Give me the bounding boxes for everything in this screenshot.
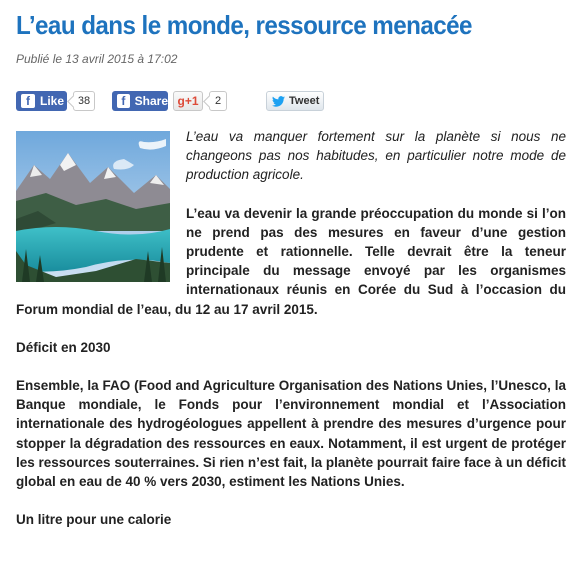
tweet-label: Tweet bbox=[289, 95, 320, 107]
like-label: Like bbox=[40, 94, 65, 108]
twitter-bird-icon bbox=[272, 96, 285, 107]
section-heading: Un litre pour une calorie bbox=[16, 512, 172, 528]
facebook-like-button[interactable] bbox=[16, 91, 67, 111]
page-title: L’eau dans le monde, ressource menacée bbox=[16, 10, 472, 40]
article-lede: L’eau va manquer fortement sur la planète si nous ne changeons pas nos habitudes, en particulier notre mode de production agricole. bbox=[186, 129, 566, 183]
article-paragraph: L’eau va devenir la grande préoccupation du monde si l’on ne prend pas des mesures en faveur d’une gestion prudente et rationnelle. Telle devrait être la teneur principale du message envoyé par les organismes internationaux réunis en Corée du Sud à l’occasion du Forum mondial de l’eau, du 12 au 17 avril 2015. bbox=[16, 205, 566, 317]
google-plus-button[interactable]: g+1 bbox=[173, 91, 203, 111]
publish-date: Publié le 13 avril 2015 à 17:02 bbox=[16, 52, 178, 66]
tweet-button[interactable] bbox=[266, 91, 324, 111]
facebook-icon: f bbox=[21, 94, 35, 108]
article-body bbox=[16, 127, 566, 548]
share-label: Share bbox=[134, 94, 168, 108]
google-plus-count: 2 bbox=[209, 91, 227, 111]
section-heading: Déficit en 2030 bbox=[16, 339, 111, 355]
like-count: 38 bbox=[73, 91, 95, 111]
facebook-share-button[interactable] bbox=[112, 91, 168, 111]
article-paragraph: Ensemble, la FAO (Food and Agriculture Organisation des Nations Unies, l’Unesco, la Banque mondiale, le Fonds pour l’environnement mondial et l’Association internationale des hydrogéologues appellent à prendre des mesures d’urgence pour stopper la dégradation des ressources en eaux. Notamment, il est urgent de protéger les ressources souterraines. Si rien n’est fait, la planète pourrait faire face à un déficit global en eau de 40 % vers 2030, estiment les Nations Unies. bbox=[16, 378, 566, 490]
image-spacer bbox=[16, 127, 170, 285]
facebook-icon: f bbox=[117, 94, 130, 108]
